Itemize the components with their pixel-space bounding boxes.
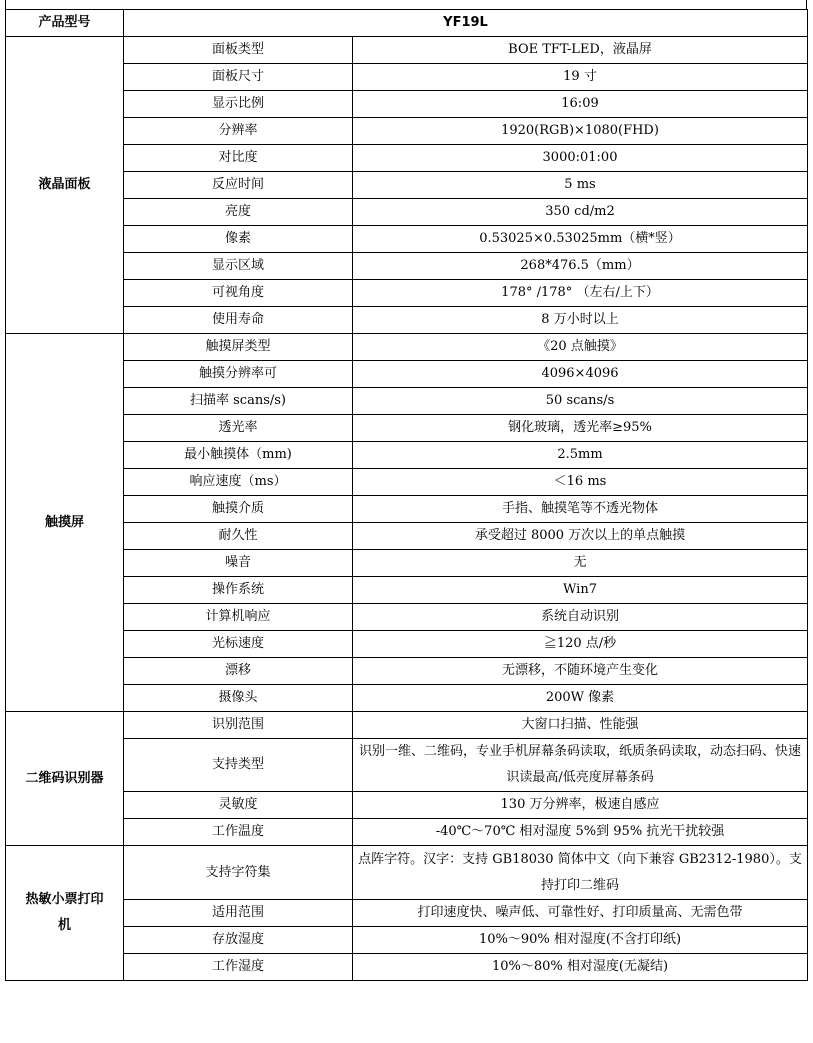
table-row xyxy=(6,199,808,226)
spec-name: 计算机响应 xyxy=(124,604,353,631)
table-top-border xyxy=(5,0,807,9)
spec-name: 透光率 xyxy=(124,415,353,442)
spec-name: 触摸屏类型 xyxy=(124,334,353,361)
spec-value: 3000:01:00 xyxy=(353,145,808,172)
table-row xyxy=(6,118,808,145)
table-row xyxy=(6,253,808,280)
table-row xyxy=(6,91,808,118)
table-row xyxy=(6,523,808,550)
table-row xyxy=(6,685,808,712)
spec-value: ≧120 点/秒 xyxy=(353,631,808,658)
table-row xyxy=(6,900,808,927)
spec-name: 触摸分辨率可 xyxy=(124,361,353,388)
spec-value: 10%～80% 相对湿度(无凝结) xyxy=(353,954,808,981)
spec-value: 178° /178° （左右/上下） xyxy=(353,280,808,307)
spec-value: 10%～90% 相对湿度(不含打印纸) xyxy=(353,927,808,954)
spec-name: 亮度 xyxy=(124,199,353,226)
spec-value: 16:09 xyxy=(353,91,808,118)
table-row xyxy=(6,469,808,496)
table-row xyxy=(6,550,808,577)
spec-value: Win7 xyxy=(353,577,808,604)
spec-table xyxy=(5,9,808,981)
table-row xyxy=(6,954,808,981)
spec-value: 1920(RGB)×1080(FHD) xyxy=(353,118,808,145)
spec-name: 摄像头 xyxy=(124,685,353,712)
table-row xyxy=(6,307,808,334)
table-row xyxy=(6,604,808,631)
spec-name: 适用范围 xyxy=(124,900,353,927)
spec-value: 承受超过 8000 万次以上的单点触摸 xyxy=(353,523,808,550)
spec-name: 操作系统 xyxy=(124,577,353,604)
spec-value: 手指、触摸笔等不透光物体 xyxy=(353,496,808,523)
spec-value: 0.53025×0.53025mm（横*竖） xyxy=(353,226,808,253)
model-label: 产品型号 xyxy=(6,10,124,37)
table-row xyxy=(6,496,808,523)
spec-name: 反应时间 xyxy=(124,172,353,199)
table-row xyxy=(6,631,808,658)
header-row xyxy=(6,10,808,37)
spec-name: 工作湿度 xyxy=(124,954,353,981)
spec-value: 130 万分辨率，极速自感应 xyxy=(353,792,808,819)
section-category: 二维码识别器 xyxy=(6,712,124,846)
spec-name: 扫描率 scans/s) xyxy=(124,388,353,415)
table-row xyxy=(6,361,808,388)
spec-name: 漂移 xyxy=(124,658,353,685)
spec-name: 存放湿度 xyxy=(124,927,353,954)
spec-name: 面板类型 xyxy=(124,37,353,64)
table-row xyxy=(6,64,808,91)
spec-value: 8 万小时以上 xyxy=(353,307,808,334)
spec-value: 钢化玻璃，透光率≥95% xyxy=(353,415,808,442)
spec-value: 350 cd/m2 xyxy=(353,199,808,226)
spec-value: 无漂移，不随环境产生变化 xyxy=(353,658,808,685)
table-row xyxy=(6,819,808,846)
spec-name: 噪音 xyxy=(124,550,353,577)
spec-name: 触摸介质 xyxy=(124,496,353,523)
spec-name: 显示比例 xyxy=(124,91,353,118)
spec-name: 支持字符集 xyxy=(124,846,353,900)
spec-name: 识别范围 xyxy=(124,712,353,739)
table-row xyxy=(6,927,808,954)
spec-name: 耐久性 xyxy=(124,523,353,550)
spec-name: 最小触摸体（mm) xyxy=(124,442,353,469)
spec-value: 识别一维、二维码，专业手机屏幕条码读取，纸质条码读取，动态扫码、快速识读最高/低亮度屏幕条码 xyxy=(353,739,808,792)
table-row xyxy=(6,846,808,900)
spec-value: 50 scans/s xyxy=(353,388,808,415)
spec-value: 4096×4096 xyxy=(353,361,808,388)
spec-name: 响应速度（ms） xyxy=(124,469,353,496)
table-row xyxy=(6,415,808,442)
spec-value: ＜16 ms xyxy=(353,469,808,496)
table-row xyxy=(6,739,808,792)
spec-value: 268*476.5（mm） xyxy=(353,253,808,280)
spec-value: 200W 像素 xyxy=(353,685,808,712)
table-row xyxy=(6,442,808,469)
spec-value: 大窗口扫描、性能强 xyxy=(353,712,808,739)
spec-value: 19 寸 xyxy=(353,64,808,91)
spec-name: 使用寿命 xyxy=(124,307,353,334)
spec-value: 《20 点触摸》 xyxy=(353,334,808,361)
spec-value: -40℃～70℃ 相对湿度 5%到 95% 抗光干扰较强 xyxy=(353,819,808,846)
table-row xyxy=(6,172,808,199)
spec-name: 对比度 xyxy=(124,145,353,172)
spec-name: 可视角度 xyxy=(124,280,353,307)
section-category: 热敏小票打印机 xyxy=(6,846,124,981)
table-row xyxy=(6,280,808,307)
spec-name: 面板尺寸 xyxy=(124,64,353,91)
spec-value: 无 xyxy=(353,550,808,577)
table-row xyxy=(6,334,808,361)
table-row xyxy=(6,37,808,64)
spec-name: 灵敏度 xyxy=(124,792,353,819)
spec-value: 2.5mm xyxy=(353,442,808,469)
table-row xyxy=(6,658,808,685)
table-row xyxy=(6,712,808,739)
spec-name: 像素 xyxy=(124,226,353,253)
spec-name: 光标速度 xyxy=(124,631,353,658)
table-row xyxy=(6,792,808,819)
spec-name: 显示区域 xyxy=(124,253,353,280)
spec-value: 打印速度快、噪声低、可靠性好、打印质量高、无需色带 xyxy=(353,900,808,927)
spec-value: 系统自动识别 xyxy=(353,604,808,631)
spec-value: BOE TFT-LED，液晶屏 xyxy=(353,37,808,64)
spec-name: 分辨率 xyxy=(124,118,353,145)
table-row xyxy=(6,226,808,253)
spec-value: 点阵字符。汉字：支持 GB18030 简体中文（向下兼容 GB2312-1980）。支持打印二维码 xyxy=(353,846,808,900)
table-row xyxy=(6,577,808,604)
spec-value: 5 ms xyxy=(353,172,808,199)
table-row xyxy=(6,388,808,415)
spec-name: 支持类型 xyxy=(124,739,353,792)
section-category: 触摸屏 xyxy=(6,334,124,712)
spec-name: 工作温度 xyxy=(124,819,353,846)
table-row xyxy=(6,145,808,172)
model-value: YF19L xyxy=(124,10,808,37)
section-category: 液晶面板 xyxy=(6,37,124,334)
